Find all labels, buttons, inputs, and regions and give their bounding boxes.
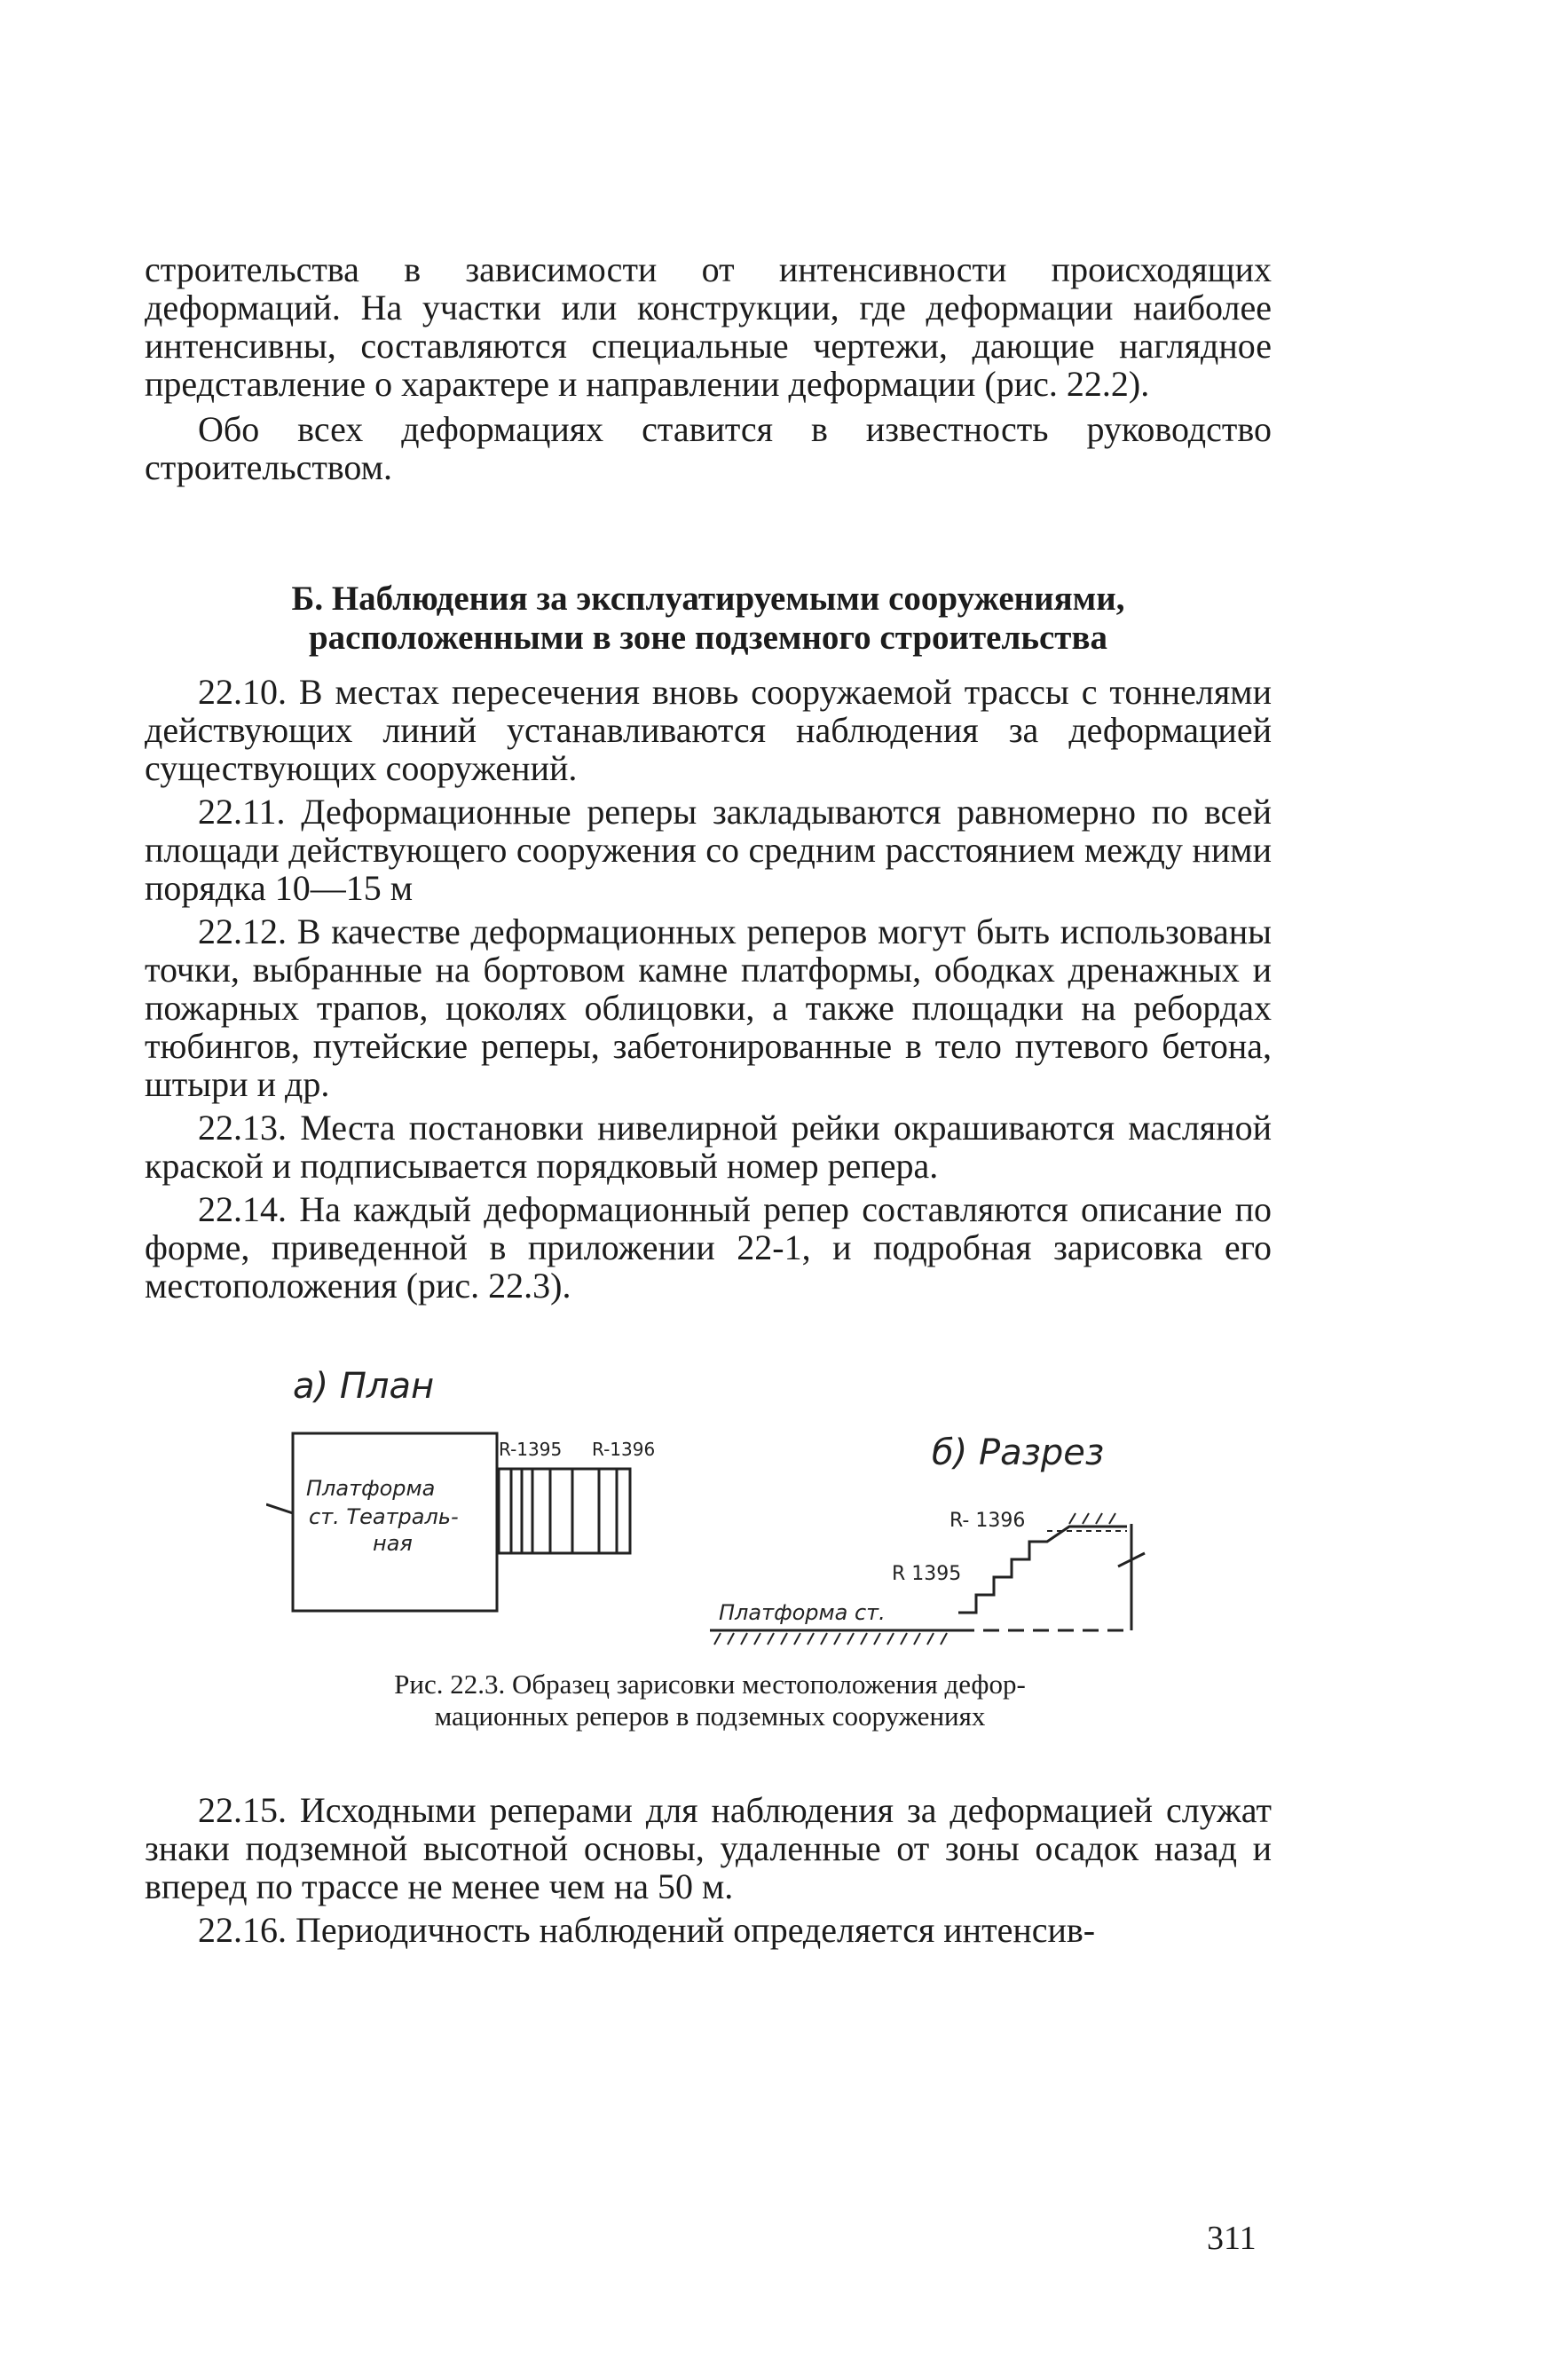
benchmark-r1396-plan: R-1396 (592, 1439, 656, 1460)
paragraph-22-14: 22.14. На каждый деформационный репер составляются описание по форме, приведенной в приложении 22-1, и подробная зарисовка его местоположения (рис. 22.3). (145, 1189, 1272, 1306)
benchmark-r1396-section: R- 1396 (949, 1510, 1026, 1532)
paragraph-notify: Обо всех деформациях ставится в известность руководство строительством. (145, 409, 1272, 487)
figure-22-3 (266, 1362, 1171, 1664)
paragraph-22-16: 22.16. Периодичность наблюдений определяется интенсив- (198, 1910, 1096, 1950)
figure-label-section: б) Разрез (932, 1432, 1105, 1473)
figure-label-plan: а) План (293, 1366, 435, 1407)
paragraph-22-12: 22.12. В качестве деформационных реперов могут быть использованы точки, выбранные на бортовом камне платформы, ободках дренажных и пожарных трапов, цоколях облицовки, а также площадки на ребордах тюбингов, путейские реперы, забетонированные в тело путевого бетона, штыри и др. (145, 911, 1272, 1104)
stairs-outline (497, 1469, 630, 1553)
caption-line1: Рис. 22.3. Образец зарисовки местоположения дефор- (394, 1669, 1026, 1700)
paragraph-22-15: 22.15. Исходными реперами для наблюдения за деформацией служат знаки подземной высотной основы, удаленные от зоны осадок назад и вперед по трассе не менее чем на 50 м. (145, 1790, 1272, 1906)
section-heading-line2: расположенными в зоне подземного строительства (308, 619, 1108, 657)
section-heading-line1: Б. Наблюдения за эксплуатируемыми сооружениями, (291, 580, 1125, 618)
paragraph-22-11: 22.11. Деформационные реперы закладываются равномерно по всей площади действующего сооружения со средним расстоянием между ними порядка 10—15 м (145, 792, 1272, 908)
intro-text (145, 250, 1272, 486)
closing-text (145, 1791, 1272, 1949)
figure-caption (266, 1669, 1154, 1732)
platform-section-label: Платформа ст. (719, 1600, 886, 1625)
platform-label-3: ная (373, 1531, 413, 1556)
benchmark-r1395-section: R 1395 (892, 1563, 962, 1585)
platform-label-2: ст. Театраль- (309, 1504, 459, 1529)
page-number: 311 (1207, 2220, 1257, 2257)
stair-profile (958, 1527, 1127, 1613)
paragraph-22-13: 22.13. Места постановки нивелирной рейки окрашиваются масляной краской и подписывается порядковый номер репера. (145, 1108, 1272, 1186)
section-text (145, 673, 1272, 1305)
platform-label-1: Платформа (306, 1476, 436, 1501)
paragraph-deformations: строительства в зависимости от интенсивности происходящих деформаций. На участки или конструкции, где деформации наиболее интенсивны, составляются специальные чертежи, дающие наглядное представление о характере и направлении деформации (рис. 22.2). (145, 249, 1272, 404)
caption-line2: мационных реперов в подземных сооружениях (434, 1700, 986, 1732)
benchmark-r1395-plan: R-1395 (499, 1439, 563, 1460)
paragraph-22-10: 22.10. В местах пересечения вновь сооружаемой трассы с тоннелями действующих линий устанавливаются наблюдения за деформацией существующих сооружений. (145, 672, 1272, 788)
